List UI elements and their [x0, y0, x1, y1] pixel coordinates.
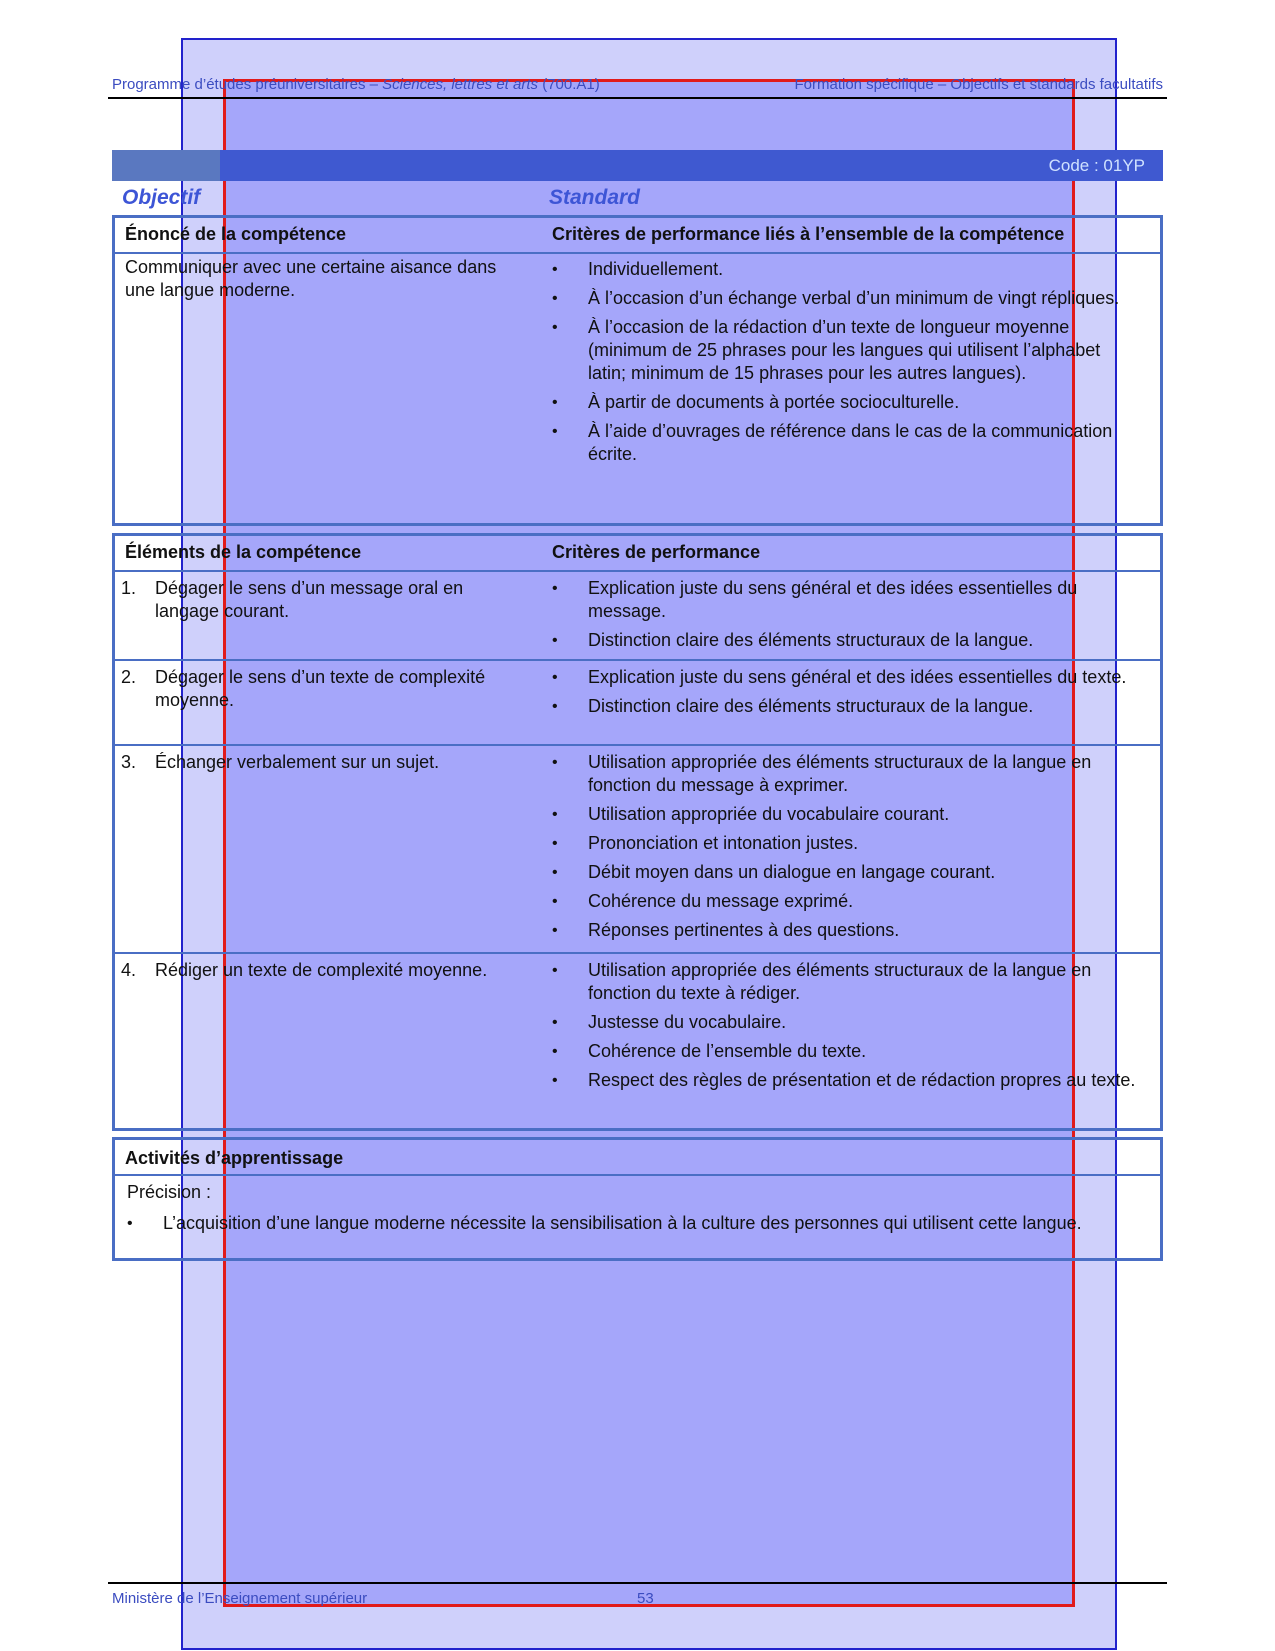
element-number: 2.	[121, 667, 137, 687]
list-item: • Utilisation appropriée des éléments structuraux de la langue en fonction du texte à rédiger.	[552, 959, 1137, 1005]
element-number: 3.	[121, 752, 137, 772]
element-text: Échanger verbalement sur un sujet.	[155, 752, 440, 772]
criteres-heading: Critères de performance	[552, 542, 761, 562]
list-item: • À partir de documents à portée socioculturelle.	[552, 391, 1142, 414]
running-header	[112, 76, 1163, 96]
list-item: • Individuellement.	[552, 258, 1142, 281]
objectif-heading: Objectif	[122, 186, 201, 209]
competence-header-row	[115, 218, 1160, 254]
standard-heading: Standard	[549, 186, 641, 209]
element-text: Dégager le sens d’un message oral en langage courant.	[155, 578, 464, 621]
element-text: Rédiger un texte de complexité moyenne.	[155, 960, 488, 980]
list-item: • Explication juste du sens général et des idées essentielles du message.	[552, 577, 1137, 623]
activites-header-row	[115, 1140, 1160, 1176]
elements-header-row	[115, 536, 1160, 572]
list-item: • Utilisation appropriée des éléments structuraux de la langue en fonction du message à exprimer.	[552, 751, 1137, 797]
element-number: 4.	[121, 960, 137, 980]
activites-note: • L’acquisition d’une langue moderne nécessite la sensibilisation à la culture des personnes qui utilisent cette langue.	[127, 1212, 1150, 1235]
list-item: • Distinction claire des éléments structuraux de la langue.	[552, 695, 1137, 718]
competence-panel	[112, 215, 1163, 526]
header-section: Formation spécifique – Objectifs et standards facultatifs	[794, 76, 1163, 93]
footer-ministry: Ministère de l’Enseignement supérieur	[112, 1590, 368, 1607]
list-item: • Cohérence du message exprimé.	[552, 890, 1137, 913]
enonce-text: Communiquer avec une certaine aisance dans une langue moderne.	[125, 257, 497, 300]
enonce-heading: Énoncé de la compétence	[125, 224, 347, 244]
element-text: Dégager le sens d’un texte de complexité moyenne.	[155, 667, 486, 710]
precision-label: Précision :	[127, 1182, 212, 1202]
list-item: • Débit moyen dans un dialogue en langage courant.	[552, 861, 1137, 884]
table-row	[115, 953, 1160, 1125]
table-row	[115, 660, 1160, 746]
criteres-ensemble-list	[552, 258, 1142, 472]
list-item: • Cohérence de l’ensemble du texte.	[552, 1040, 1137, 1063]
list-item: • À l’occasion d’un échange verbal d’un minimum de vingt répliques.	[552, 287, 1142, 310]
footer-rule	[108, 1582, 1167, 1584]
activites-heading: Activités d’apprentissage	[125, 1148, 344, 1168]
code-label: Code : 01YP	[1048, 156, 1145, 175]
criteres-ensemble-heading: Critères de performance liés à l’ensemble de la compétence	[552, 224, 1065, 244]
list-item: • Prononciation et intonation justes.	[552, 832, 1137, 855]
list-item: • Respect des règles de présentation et de rédaction propres au texte.	[552, 1069, 1137, 1092]
page-number: 53	[637, 1590, 654, 1607]
list-item: • Explication juste du sens général et des idées essentielles du texte.	[552, 666, 1137, 689]
element-criteria	[552, 666, 1137, 724]
list-item: • À l’aide d’ouvrages de référence dans le cas de la communication écrite.	[552, 420, 1142, 466]
activites-panel	[112, 1137, 1163, 1261]
list-item: • Justesse du vocabulaire.	[552, 1011, 1137, 1034]
list-item: • À l’occasion de la rédaction d’un texte de longueur moyenne (minimum de 25 phrases pour les langues qui utilisent l’alphabet latin; minimum de 15 phrases pour les autres langues).	[552, 316, 1142, 385]
list-item: • Distinction claire des éléments structuraux de la langue.	[552, 629, 1137, 652]
header-rule	[108, 97, 1167, 99]
element-criteria	[552, 577, 1137, 658]
table-row	[115, 571, 1160, 661]
list-item: • Utilisation appropriée du vocabulaire courant.	[552, 803, 1137, 826]
element-criteria	[552, 959, 1137, 1098]
element-number: 1.	[121, 578, 137, 598]
elements-panel	[112, 533, 1163, 1131]
table-row	[115, 745, 1160, 954]
list-item: • Réponses pertinentes à des questions.	[552, 919, 1137, 942]
running-footer	[112, 1590, 654, 1607]
code-bar	[112, 150, 1163, 181]
element-criteria	[552, 751, 1137, 948]
elements-heading: Éléments de la compétence	[125, 542, 362, 562]
header-program: Programme d’études préuniversitaires – Sciences, lettres et arts (700.A1)	[112, 76, 600, 93]
